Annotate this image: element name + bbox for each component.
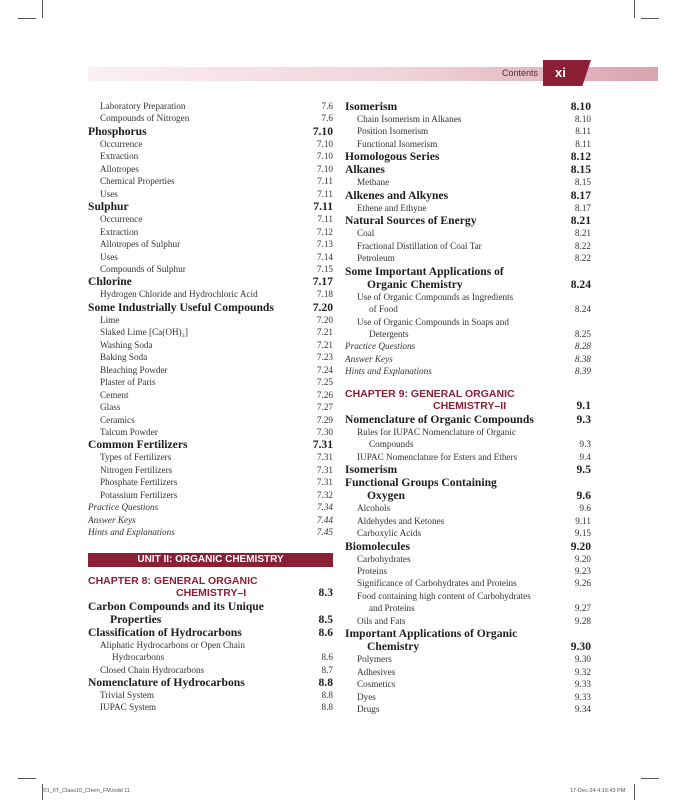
toc-entry-title: Chlorine	[88, 275, 132, 289]
toc-subsection[interactable]	[88, 138, 333, 150]
toc-subsection[interactable]	[345, 577, 591, 589]
toc-entry-title: Answer Keys	[345, 353, 393, 364]
toc-page-number: 7.12	[316, 226, 333, 237]
toc-entry-title: Nomenclature of Organic Compounds	[345, 412, 534, 426]
toc-entry-title: Isomerism	[345, 463, 398, 477]
toc-entry-title: Hints and Explanations	[88, 527, 175, 538]
toc-entry-title: CHAPTER 9: GENERAL ORGANIC	[345, 387, 515, 400]
toc-entry-title: Trivial System	[100, 689, 155, 700]
toc-page-number: 7.32	[316, 489, 333, 500]
unit-banner: UNIT II: ORGANIC CHEMISTRY	[88, 553, 333, 567]
toc-entry-title: Slaked Lime [Ca(OH)₂]	[100, 327, 188, 338]
toc-entry-title: Compounds of Nitrogen	[100, 113, 190, 124]
toc-entry-title: Extraction	[100, 226, 139, 237]
toc-subsection[interactable]	[88, 664, 333, 676]
toc-subsection[interactable]	[88, 339, 333, 351]
toc-subsection[interactable]	[88, 251, 333, 263]
footer-timestamp: 17-Dec-24 4:16:43 PM	[570, 788, 626, 794]
toc-backmatter[interactable]	[345, 353, 591, 365]
toc-page-number: 7.11	[313, 200, 333, 214]
crop-mark	[18, 18, 36, 19]
toc-subsection[interactable]	[345, 252, 591, 264]
toc-page-number: 9.30	[570, 640, 591, 654]
toc-section[interactable]	[345, 163, 591, 176]
toc-page-number: 8.11	[575, 138, 591, 149]
toc-subsection-continued[interactable]	[345, 602, 591, 614]
toc-entry-title: Talcum Powder	[100, 426, 158, 437]
toc-entry-title: Practice Questions	[345, 341, 416, 352]
toc-section-continued[interactable]	[88, 613, 333, 626]
toc-subsection[interactable]	[88, 112, 333, 124]
toc-entry-title: Allotropes of Sulphur	[100, 239, 181, 250]
toc-page-number: 9.4	[579, 451, 591, 462]
toc-entry-title: Carbon Compounds and its Unique	[88, 599, 264, 613]
toc-subsection[interactable]	[345, 502, 591, 514]
toc-entry-title: Uses	[100, 188, 118, 199]
toc-subsection[interactable]	[88, 401, 333, 413]
toc-page-number: 9.32	[574, 666, 591, 677]
toc-backmatter[interactable]	[345, 365, 591, 377]
toc-subsection[interactable]	[88, 701, 333, 713]
toc-page-number: 8.15	[574, 177, 591, 188]
toc-entry-title: Alkenes and Alkynes	[345, 188, 449, 202]
toc-page-number: 8.17	[574, 202, 591, 213]
toc-section-continued[interactable]	[345, 640, 591, 653]
toc-entry-title: IUPAC Nomenclature for Esters and Ethers	[357, 451, 518, 462]
toc-entry-title: Biomolecules	[345, 539, 411, 553]
toc-section[interactable]	[88, 626, 333, 639]
toc-subsection[interactable]	[88, 451, 333, 463]
toc-subsection[interactable]	[88, 188, 333, 200]
toc-subsection[interactable]	[345, 202, 591, 214]
toc-subsection[interactable]	[88, 326, 333, 338]
toc-entry-title: Chemical Properties	[100, 176, 175, 187]
toc-subsection[interactable]	[345, 227, 591, 239]
toc-page-number: 9.15	[574, 528, 591, 539]
toc-page-number: 7.29	[316, 414, 333, 425]
toc-section[interactable]	[88, 600, 333, 613]
toc-subsection[interactable]	[345, 615, 591, 627]
toc-page-number: 8.22	[574, 253, 591, 264]
toc-page-number: 7.10	[312, 124, 333, 138]
toc-entry-title: Adhesives	[357, 666, 396, 677]
toc-page-number: 9.26	[574, 578, 591, 589]
toc-entry-title: Potassium Fertilizers	[100, 489, 178, 500]
toc-entry-title: Some Industrially Useful Compounds	[88, 300, 274, 314]
toc-page-number: 9.27	[574, 603, 591, 614]
toc-subsection[interactable]	[345, 138, 591, 150]
toc-page-number: 8.24	[570, 277, 591, 291]
toc-entry-title: Methane	[357, 177, 390, 188]
toc-page-number: 7.34	[316, 502, 333, 513]
toc-entry-title: Fractional Distillation of Coal Tar	[357, 240, 482, 251]
toc-page-number: 7.45	[316, 527, 333, 538]
toc-page-number: 8.12	[570, 150, 591, 164]
toc-subsection[interactable]	[88, 288, 333, 300]
toc-entry-title: Occurrence	[100, 138, 143, 149]
toc-entry-title: IUPAC System	[100, 702, 157, 713]
header-page-tab	[543, 60, 591, 86]
toc-entry-title: Compounds of Sulphur	[100, 263, 186, 274]
toc-subsection[interactable]	[88, 163, 333, 175]
toc-subsection[interactable]	[345, 451, 591, 463]
toc-page-number: 9.11	[575, 515, 591, 526]
toc-subsection[interactable]	[88, 389, 333, 401]
toc-page-number: 9.6	[576, 489, 591, 503]
toc-page-number: 8.39	[574, 366, 591, 377]
toc-entry-title: Polymers	[357, 654, 392, 665]
toc-section[interactable]	[88, 438, 333, 451]
toc-page-number: 7.15	[316, 263, 333, 274]
toc-page-number: 8.10	[570, 100, 591, 113]
toc-page-number: 8.28	[574, 341, 591, 352]
toc-section[interactable]	[345, 413, 591, 426]
toc-section-continued[interactable]	[345, 278, 591, 291]
toc-entry-title: Aliphatic Hydrocarbons or Open Chain	[100, 639, 245, 650]
toc-subsection[interactable]	[88, 263, 333, 275]
toc-section[interactable]	[345, 214, 591, 227]
toc-entry-title: Hydrocarbons	[112, 652, 165, 663]
toc-entry-title: CHAPTER 8: GENERAL ORGANIC	[88, 574, 258, 587]
toc-right-column	[345, 100, 591, 716]
toc-page-number: 8.21	[570, 214, 591, 228]
toc-section[interactable]	[88, 676, 333, 689]
toc-entry-title: Hints and Explanations	[345, 366, 432, 377]
toc-entry-title: Cement	[100, 389, 129, 400]
toc-section[interactable]	[88, 125, 333, 138]
toc-page-number: 8.17	[570, 188, 591, 202]
toc-page-number: 7.20	[316, 314, 333, 325]
toc-subsection[interactable]	[345, 291, 591, 303]
toc-page-number: 7.44	[316, 514, 333, 525]
toc-page-number: 8.21	[574, 228, 591, 239]
toc-subsection[interactable]	[345, 565, 591, 577]
toc-entry-title: Important Applications of Organic	[345, 627, 518, 641]
toc-entry-title: Allotropes	[100, 163, 139, 174]
crop-mark	[634, 784, 635, 800]
toc-page-number: 7.20	[312, 300, 333, 314]
toc-entry-title: Isomerism	[345, 100, 398, 113]
toc-subsection[interactable]	[88, 476, 333, 488]
toc-entry-title: Washing Soda	[100, 339, 153, 350]
toc-page-number: 8.8	[318, 675, 333, 689]
toc-page-number: 7.11	[317, 188, 333, 199]
crop-mark	[641, 778, 659, 779]
toc-subsection[interactable]	[345, 125, 591, 137]
toc-entry-title: Closed Chain Hydrocarbons	[100, 664, 205, 675]
toc-subsection[interactable]	[88, 689, 333, 701]
toc-entry-title: Position Isomerism	[357, 126, 429, 137]
toc-page-number: 9.6	[579, 503, 591, 514]
toc-entry-title: of Food	[369, 304, 398, 315]
toc-page-number: 9.34	[574, 704, 591, 715]
toc-entry-title: Dyes	[357, 691, 376, 702]
toc-subsection[interactable]	[345, 316, 591, 328]
toc-page-number: 8.6	[318, 625, 333, 639]
toc-page-number: 7.21	[316, 327, 333, 338]
toc-entry-title: Significance of Carbohydrates and Proteins	[357, 578, 517, 589]
toc-entry-title: Oxygen	[367, 489, 406, 503]
toc-subsection[interactable]	[345, 678, 591, 690]
toc-entry-title: Hydrogen Chloride and Hydrochloric Acid	[100, 289, 258, 300]
toc-entry-title: Properties	[110, 612, 162, 626]
crop-mark	[18, 778, 36, 779]
toc-entry-title: Laboratory Preparation	[100, 101, 186, 111]
toc-entry-title: Plaster of Paris	[100, 377, 156, 388]
toc-entry-title: Glass	[100, 402, 121, 413]
toc-entry-title: Organic Chemistry	[367, 277, 463, 291]
toc-section-continued[interactable]	[345, 489, 591, 502]
toc-chapter[interactable]	[88, 575, 333, 588]
toc-subsection[interactable]	[88, 100, 333, 112]
toc-subsection[interactable]	[88, 238, 333, 250]
toc-entry-title: Common Fertilizers	[88, 438, 188, 452]
toc-page-number: 7.14	[316, 251, 333, 262]
toc-chapter-continued[interactable]	[88, 587, 333, 600]
toc-page-number: 7.17	[312, 275, 333, 289]
toc-entry-title: Proteins	[357, 565, 388, 576]
toc-page-number: 9.30	[574, 654, 591, 665]
toc-page-number: 7.11	[317, 176, 333, 187]
toc-entry-title: Alkanes	[345, 163, 385, 177]
toc-page-number: 8.11	[575, 126, 591, 137]
toc-page-number: 9.33	[574, 691, 591, 702]
toc-subsection[interactable]	[345, 590, 591, 602]
toc-page-number: 9.28	[574, 615, 591, 626]
toc-page-number: 8.5	[318, 612, 333, 626]
toc-entry-title: Chain Isomerism in Alkanes	[357, 114, 462, 124]
toc-page-number: 7.13	[316, 239, 333, 250]
toc-backmatter[interactable]	[88, 514, 333, 526]
toc-page-number: 7.10	[316, 151, 333, 162]
toc-page-number: 7.31	[316, 477, 333, 488]
toc-subsection-continued[interactable]	[345, 303, 591, 315]
toc-entry-title: CHEMISTRY–II	[433, 400, 507, 413]
toc-page-number: 8.8	[321, 689, 333, 700]
toc-backmatter[interactable]	[88, 501, 333, 513]
toc-subsection[interactable]	[88, 314, 333, 326]
footer-file-name: f01_IIT_Class10_Chem_FM.indd 11	[42, 788, 130, 794]
toc-subsection[interactable]	[88, 213, 333, 225]
toc-subsection[interactable]	[88, 226, 333, 238]
toc-page-number: 8.24	[574, 304, 591, 315]
toc-entry-title: Phosphorus	[88, 124, 147, 138]
header-label: Contents	[502, 68, 539, 78]
toc-backmatter[interactable]	[88, 526, 333, 538]
toc-section[interactable]	[345, 463, 591, 476]
toc-entry-title: Carbohydrates	[357, 553, 411, 564]
toc-page-number: 8.7	[321, 664, 333, 675]
crop-mark	[641, 18, 659, 19]
toc-entry-title: Occurrence	[100, 214, 143, 225]
toc-page-number: 9.33	[574, 679, 591, 690]
toc-subsection[interactable]	[88, 464, 333, 476]
toc-entry-title: Classification of Hydrocarbons	[88, 625, 242, 639]
toc-backmatter[interactable]	[345, 340, 591, 352]
toc-subsection[interactable]	[345, 553, 591, 565]
toc-page-number: 8.8	[321, 702, 333, 713]
toc-section[interactable]	[88, 301, 333, 314]
toc-page-number: 7.10	[316, 163, 333, 174]
toc-entry-title: Types of Fertilizers	[100, 452, 172, 463]
toc-entry-title: Nomenclature of Hydrocarbons	[88, 675, 245, 689]
toc-entry-title: Ethene and Ethyne	[357, 202, 427, 213]
toc-page-number: 9.20	[574, 553, 591, 564]
toc-entry-title: Chemistry	[367, 640, 420, 654]
toc-page-number: 7.26	[316, 389, 333, 400]
toc-entry-title: Natural Sources of Energy	[345, 214, 477, 228]
toc-page-number: 9.1	[576, 399, 591, 413]
toc-subsection-continued[interactable]	[345, 438, 591, 450]
toc-entry-title: Phosphate Fertilizers	[100, 477, 178, 488]
toc-page-number: 8.6	[321, 652, 333, 663]
toc-subsection[interactable]	[345, 515, 591, 527]
toc-entry-title: Nitrogen Fertilizers	[100, 464, 173, 475]
toc-page-number: 7.31	[316, 452, 333, 463]
toc-subsection[interactable]	[345, 653, 591, 665]
toc-page-number: 7.27	[316, 402, 333, 413]
section-gap	[88, 539, 333, 549]
toc-entry-title: Functional Groups Containing	[345, 476, 497, 490]
toc-section[interactable]	[345, 627, 591, 640]
toc-entry-title: Drugs	[357, 704, 380, 715]
toc-entry-title: Answer Keys	[88, 514, 136, 525]
toc-page-number: 9.23	[574, 565, 591, 576]
toc-subsection[interactable]	[345, 703, 591, 715]
toc-page-number: 8.3	[318, 586, 333, 600]
toc-chapter[interactable]	[345, 388, 591, 401]
toc-page-number: 7.11	[317, 214, 333, 225]
toc-entry-title: Functional Isomerism	[357, 138, 438, 149]
toc-section[interactable]	[345, 265, 591, 278]
toc-page-number: 7.31	[316, 464, 333, 475]
toc-subsection[interactable]	[88, 489, 333, 501]
toc-subsection[interactable]	[88, 376, 333, 388]
toc-page-number: 8.10	[574, 114, 591, 124]
toc-page-number: 8.25	[574, 328, 591, 339]
toc-section[interactable]	[345, 100, 591, 113]
toc-left-column	[88, 100, 333, 714]
toc-page-number: 9.3	[576, 412, 591, 426]
toc-page-number: 7.25	[316, 377, 333, 388]
toc-entry-title: Rules for IUPAC Nomenclature of Organic	[357, 426, 516, 437]
toc-subsection[interactable]	[88, 639, 333, 651]
toc-page-number: 8.22	[574, 240, 591, 251]
toc-entry-title: Use of Organic Compounds in Soaps and	[357, 316, 509, 327]
toc-page-number: 7.10	[316, 138, 333, 149]
toc-entry-title: and Proteins	[369, 603, 415, 614]
toc-subsection-continued[interactable]	[88, 651, 333, 663]
toc-entry-title: Cosmetics	[357, 679, 396, 690]
toc-section[interactable]	[345, 540, 591, 553]
toc-page-number: 7.6	[321, 101, 333, 111]
toc-section[interactable]	[345, 476, 591, 489]
toc-entry-title: Food containing high content of Carbohydrates	[357, 590, 531, 601]
toc-entry-title: CHEMISTRY–I	[176, 587, 247, 600]
crop-mark	[42, 0, 43, 18]
toc-entry-title: Detergents	[369, 328, 409, 339]
toc-page-number: 7.30	[316, 426, 333, 437]
crop-mark	[634, 0, 635, 18]
toc-entry-title: Baking Soda	[100, 352, 148, 363]
toc-entry-title: Petroleum	[357, 253, 395, 264]
toc-page-number: 7.18	[316, 289, 333, 300]
toc-section[interactable]	[345, 189, 591, 202]
toc-entry-title: Homologous Series	[345, 150, 440, 164]
toc-entry-title: Practice Questions	[88, 502, 159, 513]
toc-entry-title: Compounds	[369, 439, 414, 450]
toc-page-number: 9.3	[579, 439, 591, 450]
toc-subsection[interactable]	[88, 175, 333, 187]
toc-subsection[interactable]	[345, 527, 591, 539]
toc-section[interactable]	[88, 200, 333, 213]
toc-page-number: 8.15	[570, 163, 591, 177]
toc-subsection[interactable]	[88, 364, 333, 376]
toc-subsection[interactable]	[88, 426, 333, 438]
toc-subsection[interactable]	[88, 414, 333, 426]
toc-page-number: 9.20	[570, 539, 591, 553]
toc-subsection[interactable]	[88, 351, 333, 363]
toc-subsection[interactable]	[345, 691, 591, 703]
header-page-number: xi	[555, 65, 566, 80]
toc-entry-title: Use of Organic Compounds as Ingredients	[357, 291, 514, 302]
toc-entry-title: Oils and Fats	[357, 615, 406, 626]
toc-subsection[interactable]	[345, 113, 591, 125]
toc-section[interactable]	[345, 150, 591, 163]
toc-entry-title: Some Important Applications of	[345, 264, 504, 278]
toc-subsection[interactable]	[345, 240, 591, 252]
toc-entry-title: Carboxylic Acids	[357, 528, 422, 539]
toc-page-number: 7.24	[316, 364, 333, 375]
toc-entry-title: Bleaching Powder	[100, 364, 168, 375]
toc-subsection[interactable]	[88, 150, 333, 162]
toc-page-number: 7.21	[316, 339, 333, 350]
toc-page-number: 7.6	[321, 113, 333, 124]
toc-page-number: 7.23	[316, 352, 333, 363]
toc-entry-title: Lime	[100, 314, 120, 325]
toc-entry-title: Ceramics	[100, 414, 135, 425]
toc-entry-title: Aldehydes and Ketones	[357, 515, 445, 526]
toc-entry-title: Sulphur	[88, 200, 129, 214]
toc-subsection[interactable]	[345, 666, 591, 678]
toc-section[interactable]	[88, 275, 333, 288]
section-gap	[345, 378, 591, 388]
toc-page-number: 9.5	[576, 463, 591, 477]
toc-subsection-continued[interactable]	[345, 328, 591, 340]
toc-entry-title: Coal	[357, 228, 375, 239]
toc-subsection[interactable]	[345, 426, 591, 438]
toc-page-number: 7.31	[312, 438, 333, 452]
toc-subsection[interactable]	[345, 176, 591, 188]
toc-entry-title: Uses	[100, 251, 118, 262]
toc-chapter-continued[interactable]	[345, 400, 591, 413]
toc-entry-title: Alcohols	[357, 503, 391, 514]
toc-page-number: 8.38	[574, 353, 591, 364]
toc-entry-title: Extraction	[100, 151, 139, 162]
